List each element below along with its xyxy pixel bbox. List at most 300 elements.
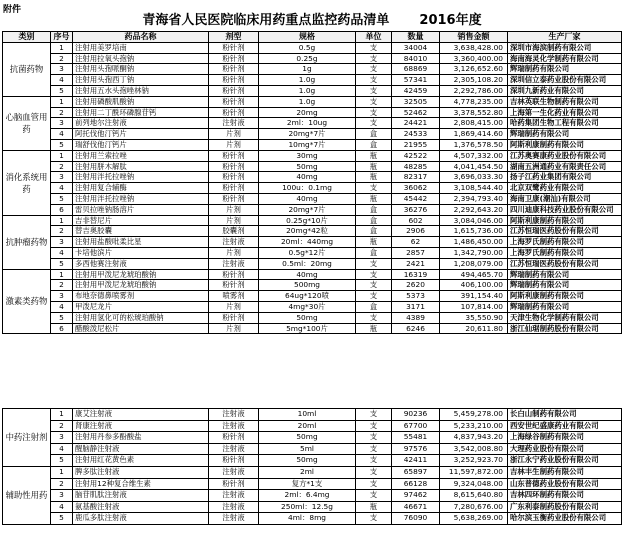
cell-sales: 3,108,544.40 [440,183,508,194]
table-row [3,85,622,96]
cell-sales: 1,376,578.50 [440,139,508,150]
cell-no: 5 [51,513,73,525]
cell-unit: 支 [356,432,392,444]
table-row [3,490,622,502]
cell-maker: 深圳信立泰药业股份有限公司 [508,75,622,86]
cell-spec: 50mg [259,161,356,172]
cell-qty: 2421 [392,258,440,269]
cell-spec: 1g [259,64,356,75]
cell-maker: 辉瑞制药有限公司 [508,64,622,75]
cell-form: 片剂 [209,215,259,226]
cell-form: 注射液 [209,466,259,478]
cell-sales: 107,814.00 [440,301,508,312]
cell-unit: 盒 [356,139,392,150]
cell-no: 4 [51,247,73,258]
cell-qty: 46671 [392,501,440,513]
cell-maker: 上海第一生化药业有限公司 [508,107,622,118]
table-row [3,501,622,513]
cell-name: 吉非替尼片 [73,215,209,226]
cell-qty: 6246 [392,323,440,334]
table-row [3,323,622,334]
cell-unit: 瓶 [356,161,392,172]
table-row [3,172,622,183]
cell-no: 1 [51,215,73,226]
table-row [3,280,622,291]
cell-no: 1 [51,42,73,53]
cell-no: 2 [51,478,73,490]
cell-maker: 深圳九新药业有限公司 [508,85,622,96]
cell-name: 醒脑静注射液 [73,443,209,455]
cell-form: 粉针剂 [209,96,259,107]
cell-name: 注射用拉氧头孢钠 [73,53,209,64]
cell-sales: 1,486,450.00 [440,237,508,248]
col-header-spec: 规格 [259,32,356,43]
cell-sales: 1,615,736.00 [440,226,508,237]
cell-qty: 42411 [392,455,440,467]
table-row [3,269,622,280]
cell-sales: 20,611.80 [440,323,508,334]
cell-qty: 36062 [392,183,440,194]
cell-spec: 20mg*7片 [259,129,356,140]
cell-maker: 上海罗氏制药有限公司 [508,247,622,258]
cell-name: 注射用二丁酰环磷腺苷钙 [73,107,209,118]
table-row [3,432,622,444]
cell-spec: 40mg [259,193,356,204]
cell-qty: 62 [392,237,440,248]
cell-form: 注射液 [209,409,259,421]
cell-no: 3 [51,172,73,183]
category-cell: 消化系统用药 [3,150,51,215]
cell-qty: 16319 [392,269,440,280]
cell-qty: 97462 [392,490,440,502]
cell-sales: 2,305,108.20 [440,75,508,86]
cell-form: 注射液 [209,513,259,525]
cell-qty: 67700 [392,420,440,432]
cell-maker: 辉瑞制药有限公司 [508,269,622,280]
cell-maker: 海南海灵化学制药有限公司 [508,53,622,64]
cell-no: 3 [51,432,73,444]
cell-name: 注射用复合辅酶 [73,183,209,194]
table-row [3,161,622,172]
cell-spec: 20mg [259,107,356,118]
cell-unit: 支 [356,85,392,96]
cell-unit: 支 [356,96,392,107]
category-cell: 辅助性用药 [3,466,51,524]
cell-spec: 1.0g [259,96,356,107]
cell-no: 5 [51,85,73,96]
cell-maker: 四川迪康科技药业股份有限公司 [508,204,622,215]
cell-qty: 32505 [392,96,440,107]
cell-maker: 吉林四环制药有限公司 [508,490,622,502]
cell-spec: 20ml [259,420,356,432]
cell-spec: 4mg*30片 [259,301,356,312]
cell-spec: 0.5ml：20mg [259,258,356,269]
cell-form: 粉针剂 [209,432,259,444]
cell-qty: 84010 [392,53,440,64]
col-header-maker: 生产厂家 [508,32,622,43]
cell-no: 4 [51,501,73,513]
cell-name: 鹿瓜多肽注射液 [73,513,209,525]
cell-name: 注射用氢化可的松琥珀酸钠 [73,312,209,323]
cell-sales: 3,638,428.00 [440,42,508,53]
cell-unit: 支 [356,478,392,490]
cell-spec: 50mg [259,432,356,444]
cell-name: 氨基酸注射液 [73,501,209,513]
category-cell: 抗菌药物 [3,42,51,96]
cell-form: 注射液 [209,501,259,513]
cell-maker: 北京双鹭药业有限公司 [508,183,622,194]
cell-sales: 3,126,652.60 [440,64,508,75]
cell-name: 注射用胼木解肽 [73,161,209,172]
table-row [3,226,622,237]
cell-form: 粉针剂 [209,64,259,75]
cell-name: 布地奈德鼻喷雾剂 [73,291,209,302]
cell-sales: 4,778,235.00 [440,96,508,107]
cell-sales: 5,459,278.00 [440,409,508,421]
cell-form: 粉针剂 [209,478,259,490]
cell-no: 2 [51,420,73,432]
cell-maker: 天津生物化学制药有限公司 [508,312,622,323]
cell-form: 粉针剂 [209,42,259,53]
table-row [3,53,622,64]
drug-table-secondary [2,408,622,525]
cell-spec: 1.0g [259,85,356,96]
cell-sales: 11,597,872.00 [440,466,508,478]
table-row [3,64,622,75]
cell-form: 片剂 [209,139,259,150]
cell-sales: 2,292,786.00 [440,85,508,96]
cell-qty: 602 [392,215,440,226]
cell-sales: 3,360,400.00 [440,53,508,64]
cell-sales: 5,233,210.00 [440,420,508,432]
cell-unit: 支 [356,280,392,291]
cell-no: 5 [51,139,73,150]
cell-maker: 西安世纪盛康药业有限公司 [508,420,622,432]
cell-qty: 45442 [392,193,440,204]
cell-form: 粉针剂 [209,107,259,118]
cell-qty: 82317 [392,172,440,183]
cell-unit: 支 [356,75,392,86]
cell-sales: 2,394,793.40 [440,193,508,204]
cell-spec: 10mg*7片 [259,139,356,150]
cell-unit: 支 [356,455,392,467]
cell-no: 2 [51,226,73,237]
cell-qty: 36276 [392,204,440,215]
cell-unit: 支 [356,312,392,323]
table-row [3,42,622,53]
cell-spec: 0.5g*12片 [259,247,356,258]
cell-unit: 瓶 [356,237,392,248]
category-cell: 激素类药物 [3,269,51,334]
cell-maker: 大理药业股份有限公司 [508,443,622,455]
cell-sales: 1,342,790.00 [440,247,508,258]
cell-sales: 1,869,414.60 [440,129,508,140]
cell-unit: 瓶 [356,193,392,204]
cell-unit: 盒 [356,301,392,312]
table-row [3,96,622,107]
cell-no: 2 [51,107,73,118]
cell-no: 4 [51,443,73,455]
cell-qty: 42522 [392,150,440,161]
cell-maker: 吉林丰生制药有限公司 [508,466,622,478]
cell-sales: 7,280,676.00 [440,501,508,513]
cell-spec: 10ml [259,409,356,421]
cell-name: 注射用盐酸吡柔比星 [73,237,209,248]
table-row [3,409,622,421]
cell-maker: 辉瑞制药有限公司 [508,301,622,312]
cell-no: 5 [51,258,73,269]
cell-name: 注射用红花黄色素 [73,455,209,467]
cell-qty: 34004 [392,42,440,53]
cell-no: 3 [51,291,73,302]
cell-spec: 250ml：12.5g [259,501,356,513]
cell-spec: 0.5g [259,42,356,53]
table-row [3,443,622,455]
cell-spec: 20ml：440mg [259,237,356,248]
cell-no: 5 [51,193,73,204]
cell-spec: 复方*1支 [259,478,356,490]
cell-no: 1 [51,96,73,107]
cell-unit: 支 [356,513,392,525]
table-row [3,466,622,478]
cell-name: 注射用泮托拉唑钠 [73,193,209,204]
cell-unit: 瓶 [356,172,392,183]
col-header-qty: 数量 [392,32,440,43]
cell-sales: 3,542,008.80 [440,443,508,455]
cell-maker: 深圳市海滨制药有限公司 [508,42,622,53]
page-title [0,9,624,28]
cell-sales: 1,208,079.00 [440,258,508,269]
table-row [3,150,622,161]
cell-qty: 55481 [392,432,440,444]
table-row [3,312,622,323]
cell-name: 前列地尔注射液 [73,118,209,129]
cell-sales: 391,154.40 [440,291,508,302]
cell-maker: 海南卫康(潮汕)有限公司 [508,193,622,204]
cell-unit: 盒 [356,129,392,140]
cell-name: 醋酸泼尼松片 [73,323,209,334]
cell-no: 2 [51,53,73,64]
cell-qty: 21955 [392,139,440,150]
col-header-sales: 销售金额 [440,32,508,43]
cell-form: 粉针剂 [209,85,259,96]
cell-unit: 支 [356,64,392,75]
cell-form: 粉针剂 [209,183,259,194]
table-row [3,75,622,86]
cell-unit: 瓶 [356,501,392,513]
cell-unit: 盒 [356,204,392,215]
cell-qty: 24421 [392,118,440,129]
cell-form: 粉针剂 [209,172,259,183]
cell-spec: 5ml [259,443,356,455]
cell-spec: 500mg [259,280,356,291]
title-year: 2016年度 [419,13,482,28]
cell-sales: 406,100.00 [440,280,508,291]
cell-qty: 2857 [392,247,440,258]
cell-spec: 100u：0.1mg [259,183,356,194]
cell-name: 注射用磷酸肌酸钠 [73,96,209,107]
cell-form: 粉针剂 [209,280,259,291]
cell-qty: 4389 [392,312,440,323]
cell-maker: 阿斯利康制药有限公司 [508,215,622,226]
cell-qty: 24533 [392,129,440,140]
table-row [3,478,622,490]
cell-sales: 8,615,640.80 [440,490,508,502]
cell-maker: 上海罗氏制药有限公司 [508,237,622,248]
cell-no: 6 [51,204,73,215]
table-row [3,513,622,525]
cell-qty: 5373 [392,291,440,302]
cell-qty: 76090 [392,513,440,525]
col-header-unit: 单位 [356,32,392,43]
cell-form: 胶囊剂 [209,226,259,237]
table-header-row [3,32,622,43]
cell-name: 多西他赛注射液 [73,258,209,269]
cell-qty: 2620 [392,280,440,291]
table-body-secondary [3,409,622,525]
cell-no: 1 [51,466,73,478]
cell-form: 片剂 [209,204,259,215]
col-header-no: 序号 [51,32,73,43]
cell-sales: 3,252,923.70 [440,455,508,467]
cell-unit: 支 [356,291,392,302]
cell-name: 阿托伐他汀钙片 [73,129,209,140]
cell-name: 注射用12种复合维生素 [73,478,209,490]
cell-name: 瑞舒伐他汀钙片 [73,139,209,150]
cell-name: 肾康注射液 [73,420,209,432]
cell-unit: 盒 [356,247,392,258]
cell-qty: 48285 [392,161,440,172]
cell-sales: 494,465.70 [440,269,508,280]
table-row [3,455,622,467]
cell-maker: 阿斯利康制药有限公司 [508,291,622,302]
cell-maker: 江苏恒瑞医药股份有限公司 [508,226,622,237]
cell-unit: 支 [356,490,392,502]
cell-spec: 40mg [259,172,356,183]
cell-form: 注射液 [209,443,259,455]
cell-name: 康艾注射液 [73,409,209,421]
cell-unit: 支 [356,443,392,455]
cell-spec: 20mg*42粒 [259,226,356,237]
cell-no: 3 [51,237,73,248]
col-header-form: 剂型 [209,32,259,43]
cell-form: 粉针剂 [209,455,259,467]
cell-form: 粉针剂 [209,161,259,172]
cell-name: 注射用甲泼尼龙琥珀酸钠 [73,269,209,280]
cell-form: 注射液 [209,420,259,432]
cell-form: 粉针剂 [209,269,259,280]
cell-unit: 支 [356,466,392,478]
cell-form: 片剂 [209,247,259,258]
cell-maker: 广东利泰制药股份有限公司 [508,501,622,513]
cell-no: 4 [51,129,73,140]
table-row [3,107,622,118]
cell-unit: 支 [356,420,392,432]
cell-qty: 3171 [392,301,440,312]
cell-spec: 0.25g [259,53,356,64]
cell-name: 注射用甲泼尼龙琥珀酸钠 [73,280,209,291]
table-row [3,247,622,258]
cell-sales: 4,837,943.20 [440,432,508,444]
cell-spec: 20mg*7片 [259,204,356,215]
cell-maker: 哈药集团生物工程有限公司 [508,118,622,129]
cell-spec: 2ml [259,466,356,478]
table-row [3,118,622,129]
table-row [3,193,622,204]
cell-no: 6 [51,323,73,334]
cell-no: 2 [51,161,73,172]
cell-form: 喷雾剂 [209,291,259,302]
cell-form: 注射液 [209,490,259,502]
cell-no: 4 [51,183,73,194]
cell-maker: 浙江永宁药业股份有限公司 [508,455,622,467]
cell-sales: 3,696,033.30 [440,172,508,183]
cell-spec: 64ug*120喷 [259,291,356,302]
cell-qty: 68869 [392,64,440,75]
cell-name: 脾多肽注射液 [73,466,209,478]
cell-spec: 2ml：6.4mg [259,490,356,502]
cell-spec: 5mg*100片 [259,323,356,334]
cell-no: 3 [51,490,73,502]
table-row [3,291,622,302]
cell-spec: 1.0g [259,75,356,86]
cell-maker: 上海绿谷制药有限公司 [508,432,622,444]
cell-qty: 42459 [392,85,440,96]
cell-maker: 山东普德药业股份有限公司 [508,478,622,490]
cell-name: 注射用泮托拉唑钠 [73,172,209,183]
cell-sales: 9,324,048.00 [440,478,508,490]
cell-spec: 4ml：8mg [259,513,356,525]
cell-maker: 长白山制药有限公司 [508,409,622,421]
cell-form: 片剂 [209,301,259,312]
cell-name: 注射用兰索拉唑 [73,150,209,161]
cell-name: 注射用头孢西丁钠 [73,75,209,86]
cell-form: 粉针剂 [209,150,259,161]
title-text: 青海省人民医院临床用药重点监控药品清单 [142,13,390,28]
cell-unit: 支 [356,183,392,194]
cell-qty: 66128 [392,478,440,490]
attachment-label: 附件 [3,5,22,15]
cell-unit: 支 [356,269,392,280]
cell-unit: 支 [356,107,392,118]
cell-form: 片剂 [209,129,259,140]
cell-form: 片剂 [209,323,259,334]
cell-no: 1 [51,150,73,161]
cell-unit: 支 [356,118,392,129]
cell-spec: 0.25g*10片 [259,215,356,226]
cell-unit: 支 [356,42,392,53]
cell-name: 脑苷肌肽注射液 [73,490,209,502]
table-row [3,258,622,269]
cell-maker: 扬子江药业集团有限公司 [508,172,622,183]
cell-no: 4 [51,301,73,312]
cell-maker: 阿斯利康制药有限公司 [508,139,622,150]
cell-sales: 4,507,332.00 [440,150,508,161]
cell-sales: 35,550.90 [440,312,508,323]
cell-unit: 盒 [356,215,392,226]
cell-maker: 湖南五洲通药业有限责任公司 [508,161,622,172]
table-row [3,129,622,140]
cell-unit: 支 [356,258,392,269]
cell-name: 卡培他滨片 [73,247,209,258]
cell-unit: 支 [356,409,392,421]
cell-no: 5 [51,455,73,467]
cell-form: 注射液 [209,237,259,248]
col-header-category: 类别 [3,32,51,43]
cell-unit: 瓶 [356,150,392,161]
table-row [3,139,622,150]
category-cell: 中药注射剂 [3,409,51,467]
